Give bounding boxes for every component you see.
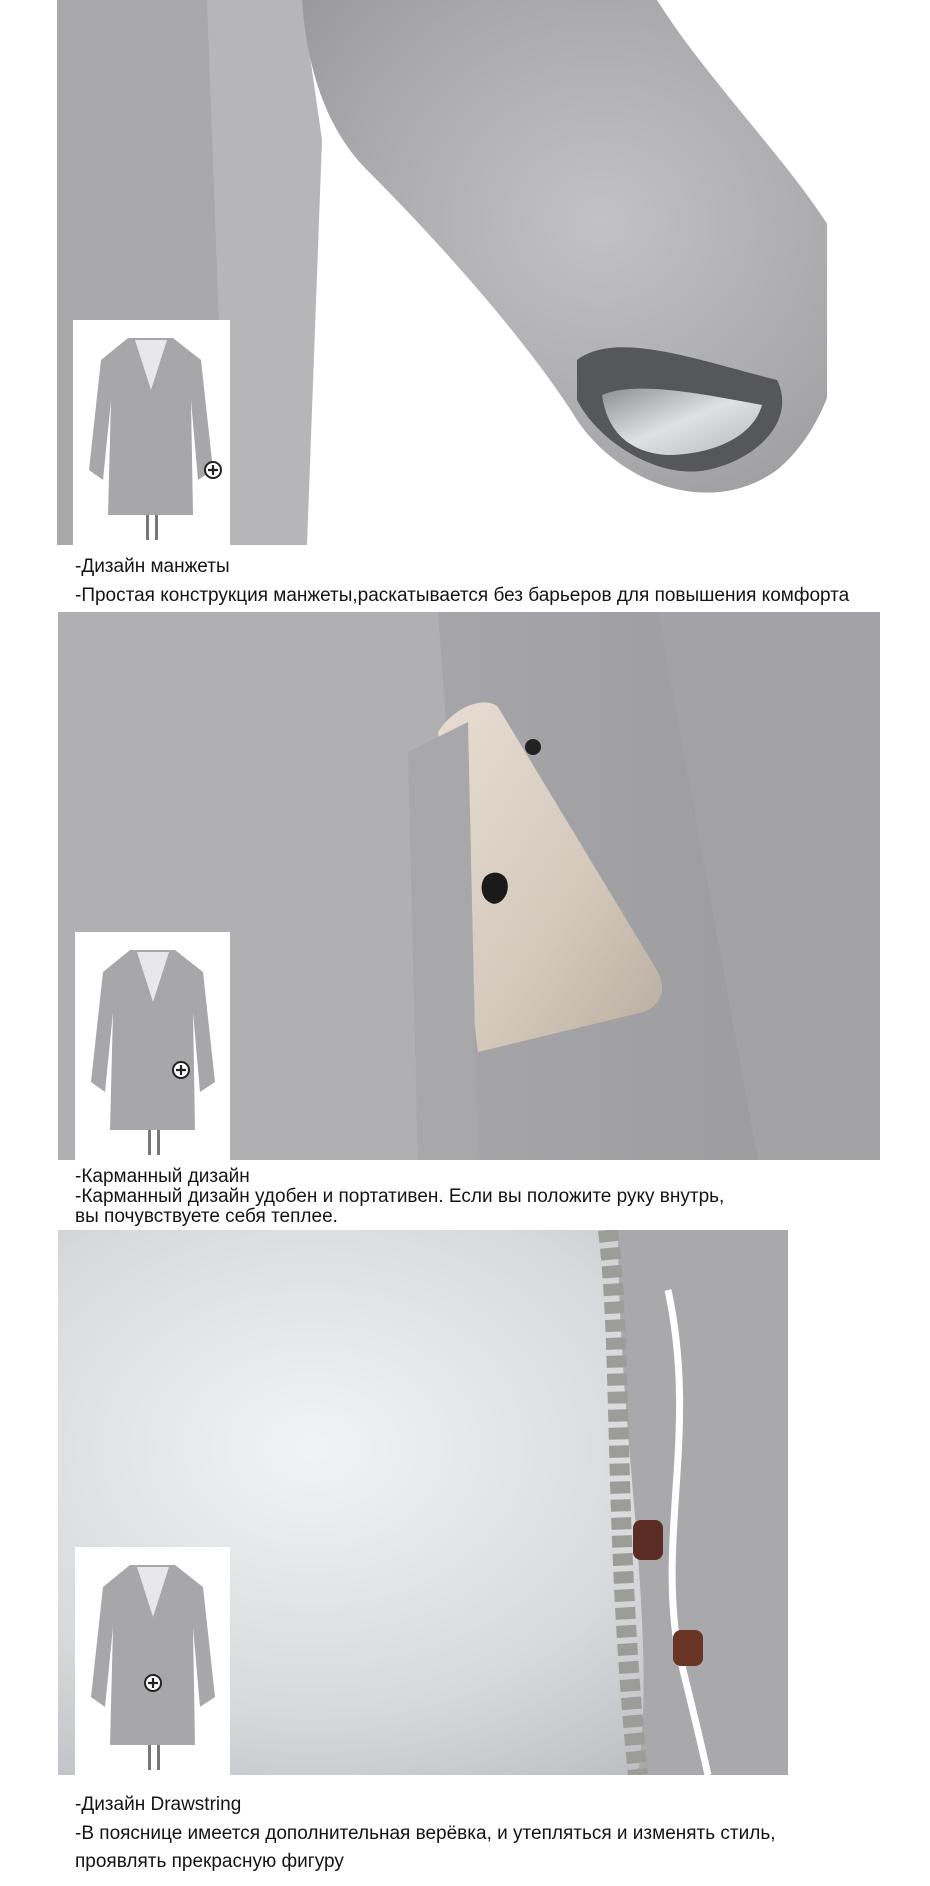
drawstring-caption-title: -Дизайн Drawstring (75, 1794, 242, 1815)
plus-circle-icon (145, 1675, 161, 1691)
pocket-caption-title: -Карманный дизайн (75, 1166, 250, 1187)
pocket-caption-text-1: -Карманный дизайн удобен и портативен. Если вы положите руку внутрь, (75, 1186, 725, 1207)
plus-circle-icon (173, 1062, 189, 1078)
plus-circle-icon (205, 462, 221, 478)
coat-thumbnail (75, 932, 230, 1160)
drawstring-caption-text-1: -В пояснице имеется дополнительная верёвка, и утепляться и изменять стиль, (75, 1823, 776, 1844)
coat-thumbnail-illustration (75, 1547, 230, 1775)
cuff-caption-title: -Дизайн манжеты (75, 556, 230, 577)
drawstring-caption-text-2: проявлять прекрасную фигуру (75, 1851, 344, 1872)
coat-thumbnail (73, 320, 230, 545)
coat-thumbnail-illustration (73, 320, 230, 545)
cuff-caption-text: -Простая конструкция манжеты,раскатывается без барьеров для повышения комфорта (75, 585, 850, 606)
pocket-caption-text-2: вы почувствуете себя теплее. (75, 1206, 338, 1227)
coat-thumbnail (75, 1547, 230, 1775)
coat-thumbnail-illustration (75, 932, 230, 1160)
